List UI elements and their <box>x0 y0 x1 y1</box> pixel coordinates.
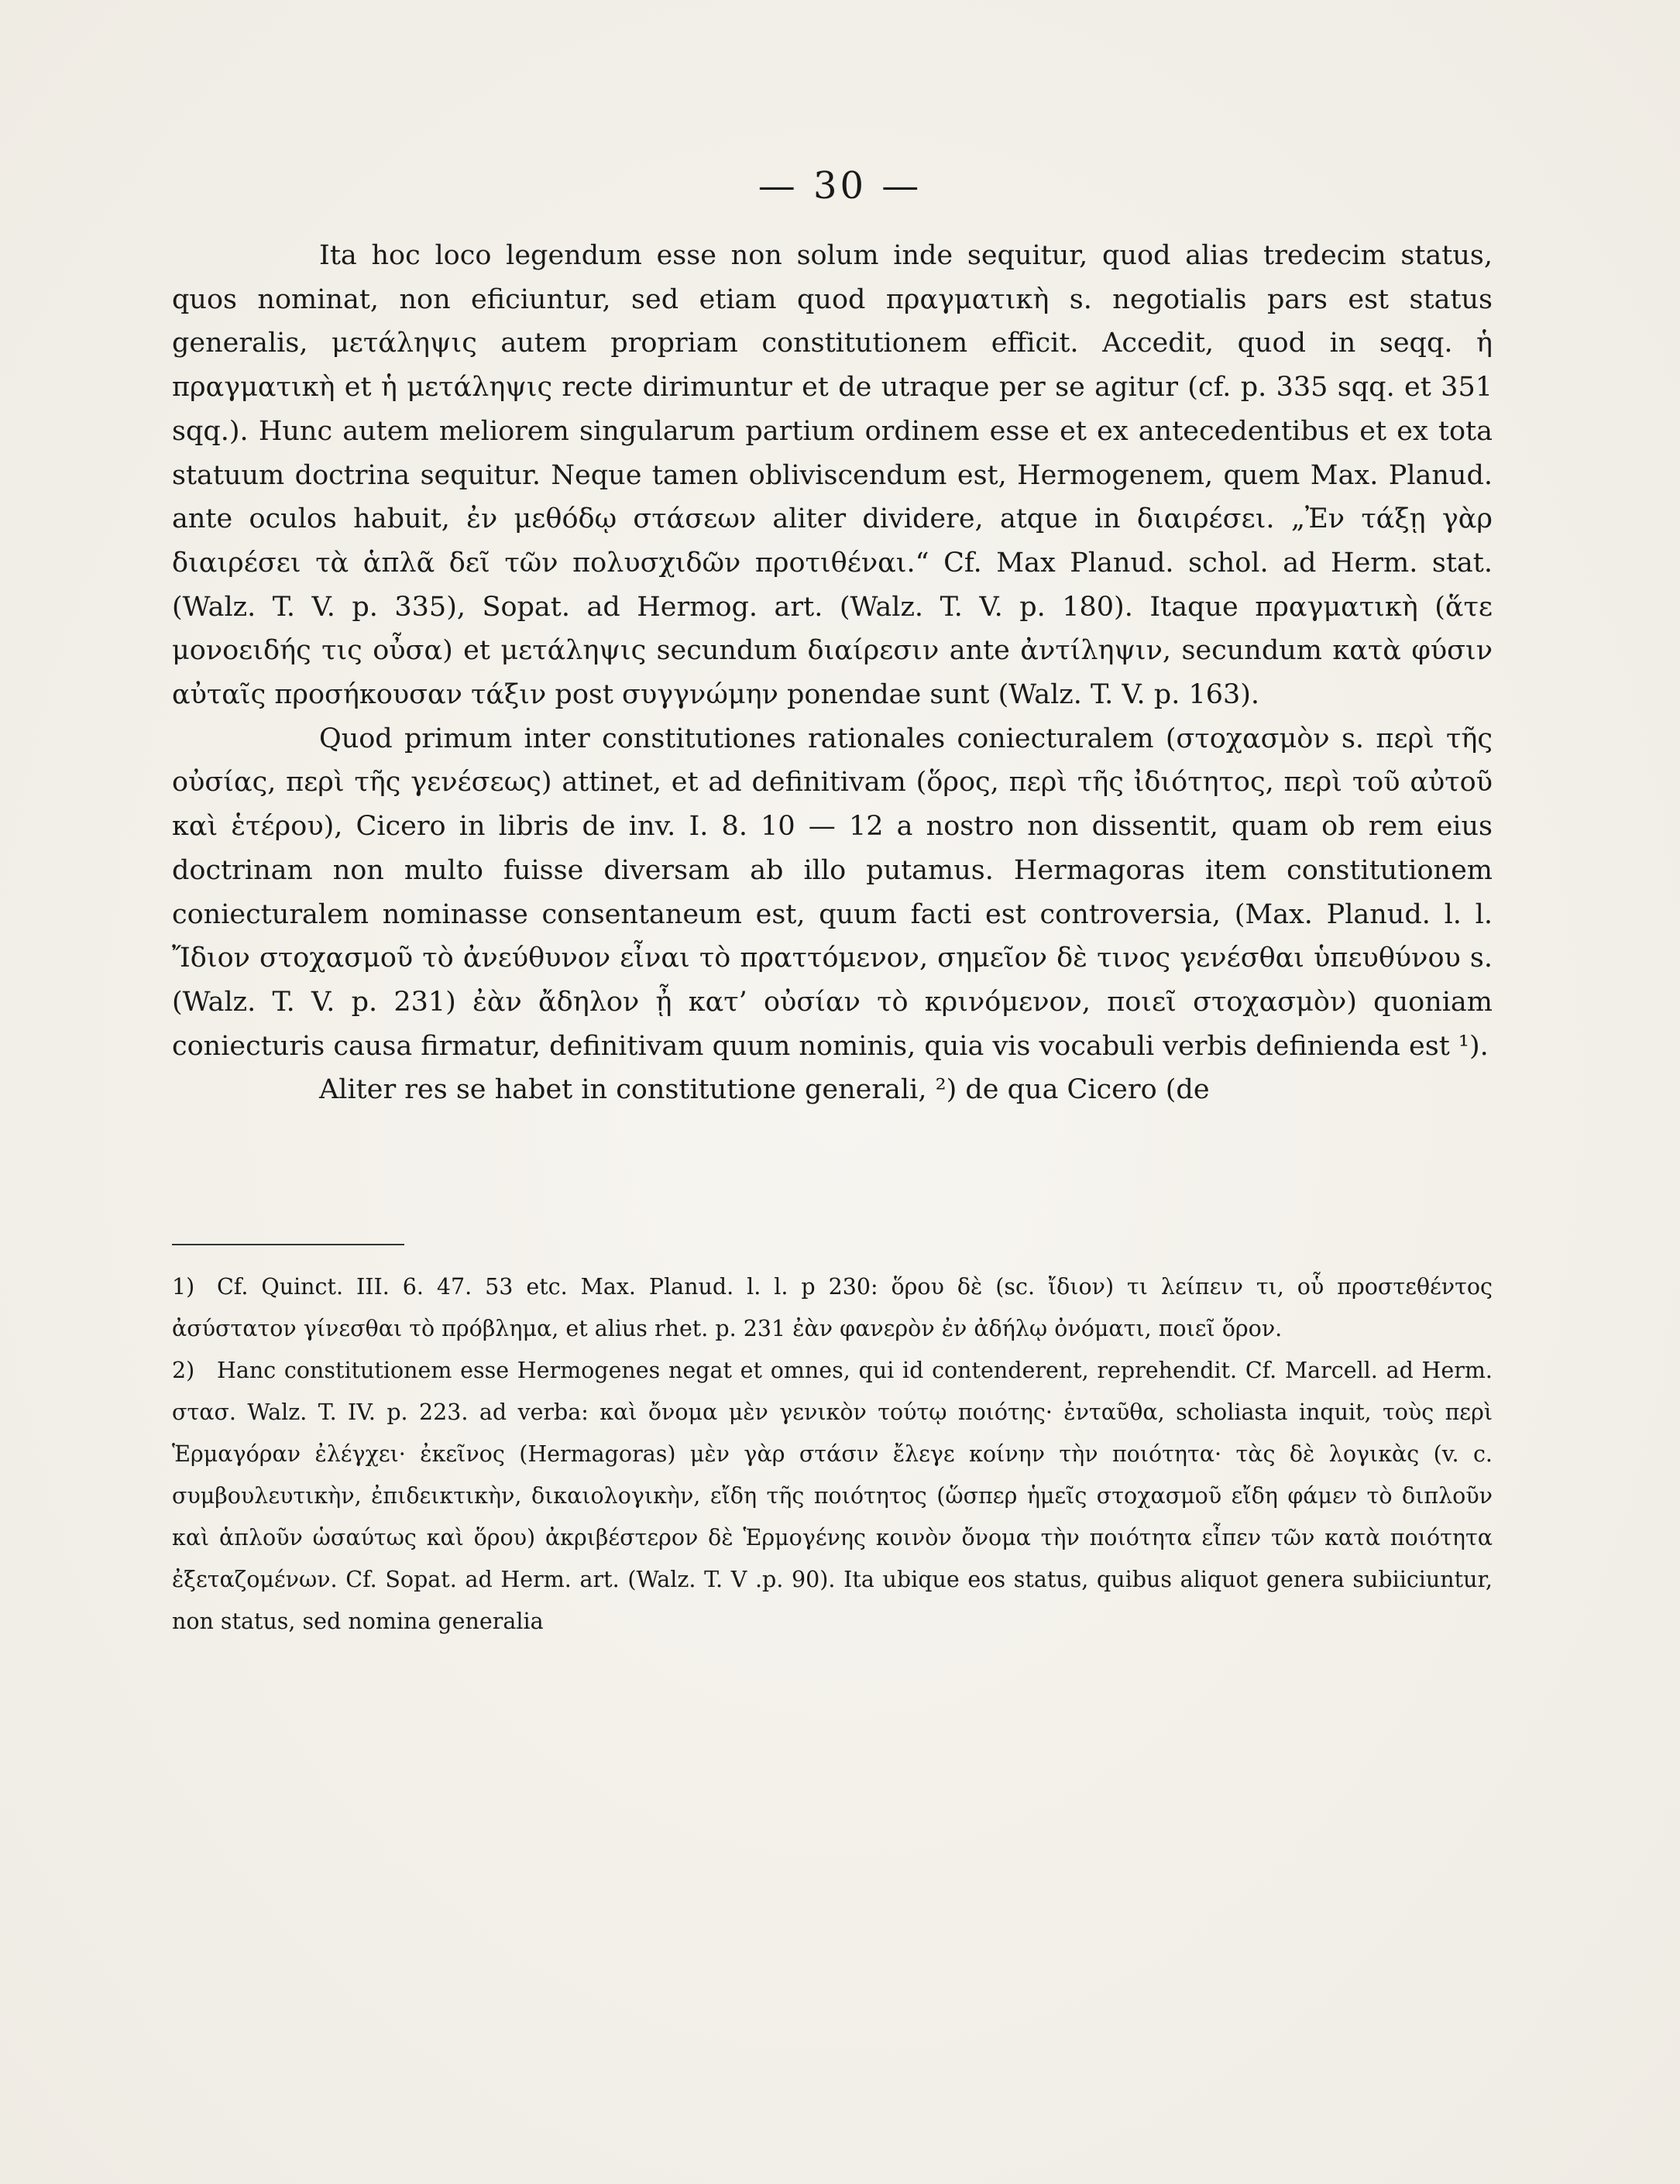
page-number: — 30 — <box>758 164 922 208</box>
footnote-text: Cf. Quinct. III. 6. 47. 53 etc. Max. Planud. l. l. p 230: ὅρου δὲ (sc. ἴδιον) τι λείπειν τι, οὗ προστεθέντος ἀσύστατον γίνεσθαι τὸ πρόβλημα, et alius rhet. p. 231 ἐὰν φανερὸν ἐν ἀδήλῳ ὀνόματι, ποιεῖ ὅρον. <box>172 1274 1493 1341</box>
paragraph: Aliter res se habet in constitutione generali, ²) de qua Cicero (de <box>319 1074 1210 1106</box>
footnote-number: 1) <box>172 1274 195 1300</box>
main-text <box>172 234 1493 1112</box>
footnote <box>172 1266 1493 1350</box>
footnote <box>172 1350 1493 1643</box>
paragraph: Ita hoc loco legendum esse non solum inde sequitur, quod alias tredecim status, quos nominat, non eficiuntur, sed etiam quod πραγματικὴ s. negotialis pars est status generalis, μετάληψις autem propriam constitutionem efficit. Accedit, quod in seqq. ἡ πραγματικὴ et ἡ μετάληψις recte dirimuntur et de utraque per se agitur (cf. p. 335 sqq. et 351 sqq.). Hunc autem meliorem singularum partium ordinem esse et ex antecedentibus et ex tota statuum doctrina sequitur. Neque tamen obliviscendum est, Hermogenem, quem Max. Planud. ante oculos habuit, ἐν μεθόδῳ στάσεων aliter dividere, atque in διαιρέσει. „Ἐν τάξῃ γὰρ διαιρέσει τὰ ἁπλᾶ δεῖ τῶν πολυσχιδῶν προτιθέναι.“ Cf. Max Planud. schol. ad Herm. stat. (Walz. T. V. p. 335), Sopat. ad Hermog. art. (Walz. T. V. p. 180). Itaque πραγματικὴ (ἅτε μονοειδής τις οὖσα) et μετάληψις secundum διαίρεσιν ante ἀντίληψιν, secundum κατὰ φύσιν αὐταῖς προσήκουσαν τάξιν post συγγνώμην ponendae sunt (Walz. T. V. p. 163). <box>172 240 1493 711</box>
footnotes <box>172 1266 1493 1643</box>
footnote-number: 2) <box>172 1358 195 1383</box>
footnote-text: Hanc constitutionem esse Hermogenes negat et omnes, qui id contenderent, reprehendit. Cf. Marcell. ad Herm. στασ. Walz. T. IV. p. 223. ad verba: καὶ ὄνομα μὲν γενικὸν τούτῳ ποιότης· ἐνταῦθα, scholiasta inquit, τοὺς περὶ Ἑρμαγόραν ἐλέγχει· ἐκεῖνος (Hermagoras) μὲν γὰρ στάσιν ἔλεγε κοίνην τὴν ποιότητα· τὰς δὲ λογικὰς (v. c. συμβουλευτικὴν, ἐπιδεικτικὴν, δικαιολογικὴν, εἴδη τῆς ποιότητος (ὥσπερ ἡμεῖς στοχασμοῦ εἴδη φάμεν τὸ διπλοῦν καὶ ἁπλοῦν ὡσαύτως καὶ ὅρου) ἀκριβέστερον δὲ Ἑρμογένης κοινὸν ὄνομα τὴν ποιότητα εἶπεν τῶν κατὰ ποιότητα ἐξεταζομένων. Cf. Sopat. ad Herm. art. (Walz. T. V .p. 90). Ita ubique eos status, quibus aliquot genera subiiciuntur, non status, sed nomina generalia <box>172 1358 1493 1634</box>
paragraph: Quod primum inter constitutiones rationales coniecturalem (στοχασμὸν s. περὶ τῆς οὐσίας, περὶ τῆς γενέσεως) attinet, et ad definitivam (ὅρος, περὶ τῆς ἰδιότητος, περὶ τοῦ αὐτοῦ καὶ ἑτέρου), Cicero in libris de inv. I. 8. 10 — 12 a nostro non dissentit, quam ob rem eius doctrinam non multo fuisse diversam ab illo putamus. Hermagoras item constitutionem coniecturalem nominasse consentaneum est, quum facti est controversia, (Max. Planud. l. l. Ἴδιον στοχασμοῦ τὸ ἀνεύθυνον εἶναι τὸ πραττόμενον, σημεῖον δὲ τινος γενέσθαι ὑπευθύνου s. (Walz. T. V. p. 231) ἐὰν ἄδηλον ᾖ κατ’ οὐσίαν τὸ κρινόμενον, ποιεῖ στοχασμὸν) quoniam coniecturis causa firmatur, definitivam quum nominis, quia vis vocabuli verbis definienda est ¹). <box>172 723 1493 1062</box>
footnote-divider <box>172 1244 404 1245</box>
